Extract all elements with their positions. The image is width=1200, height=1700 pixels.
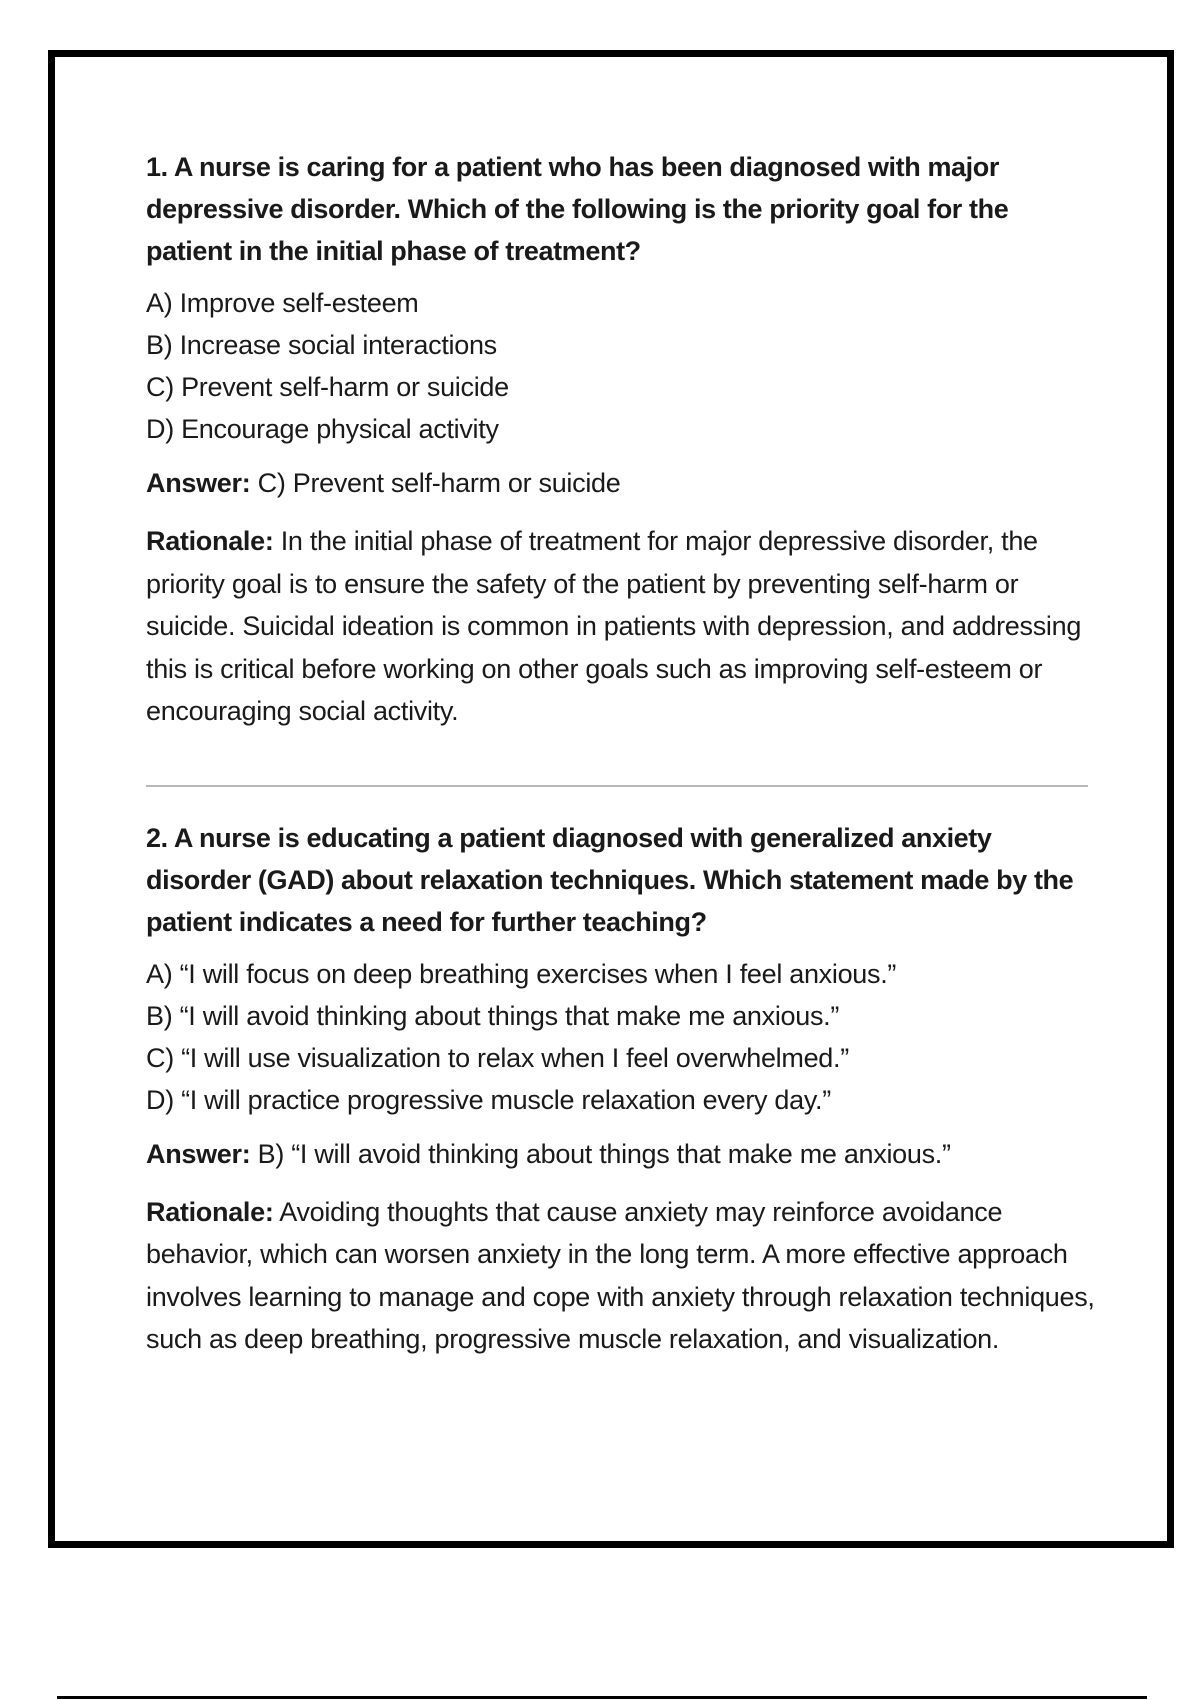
rationale-text: In the initial phase of treatment for major depressive disorder, the priority goal is to ensure the safety of the patient by preventing self-harm or suicide. Suicidal ideation is common in patients with depression, and addressing this is critical before working on other goals such as improving self-esteem or encouraging social activity. <box>146 526 1082 726</box>
option-c: C) Prevent self-harm or suicide <box>146 372 509 402</box>
question-2 <box>146 817 1096 1361</box>
answer-line <box>146 1133 1096 1175</box>
rationale-paragraph <box>146 1191 1096 1361</box>
option-b: B) “I will avoid thinking about things that make me anxious.” <box>146 1000 840 1031</box>
answer-options <box>146 953 1096 1121</box>
answer-label: Answer: <box>146 1138 251 1169</box>
rationale-label: Rationale: <box>146 526 274 556</box>
question-stem: 1. A nurse is caring for a patient who has been diagnosed with major depressive disorder. Which of the following is the priority goal for the patient in the initial phase of treatment? <box>146 152 1009 266</box>
option-a: A) “I will focus on deep breathing exercises when I feel anxious.” <box>146 958 897 989</box>
rationale-label: Rationale: <box>146 1196 274 1227</box>
answer-text: C) Prevent self-harm or suicide <box>257 468 621 498</box>
section-divider <box>146 785 1088 787</box>
option-c: C) “I will use visualization to relax when I feel overwhelmed.” <box>146 1042 849 1073</box>
question-1 <box>146 146 1096 733</box>
rationale-paragraph <box>146 520 1096 733</box>
answer-options <box>146 282 1096 450</box>
bottom-rule <box>57 1696 1147 1699</box>
option-d: D) Encourage physical activity <box>146 414 499 444</box>
answer-text: B) “I will avoid thinking about things that make me anxious.” <box>257 1138 951 1169</box>
answer-line <box>146 462 1096 504</box>
option-a: A) Improve self-esteem <box>146 288 419 318</box>
document-content <box>146 146 1096 1361</box>
rationale-text: Avoiding thoughts that cause anxiety may reinforce avoidance behavior, which can worsen anxiety in the long term. A more effective approach involves learning to manage and cope with anxiety through relaxation techniques, such as deep breathing, progressive muscle relaxation, and visualization. <box>146 1196 1095 1354</box>
option-b: B) Increase social interactions <box>146 330 497 360</box>
answer-label: Answer: <box>146 468 251 498</box>
option-d: D) “I will practice progressive muscle relaxation every day.” <box>146 1084 831 1115</box>
question-stem: 2. A nurse is educating a patient diagnosed with generalized anxiety disorder (GAD) about relaxation techniques. Which statement made by the patient indicates a need for further teaching? <box>146 822 1074 937</box>
